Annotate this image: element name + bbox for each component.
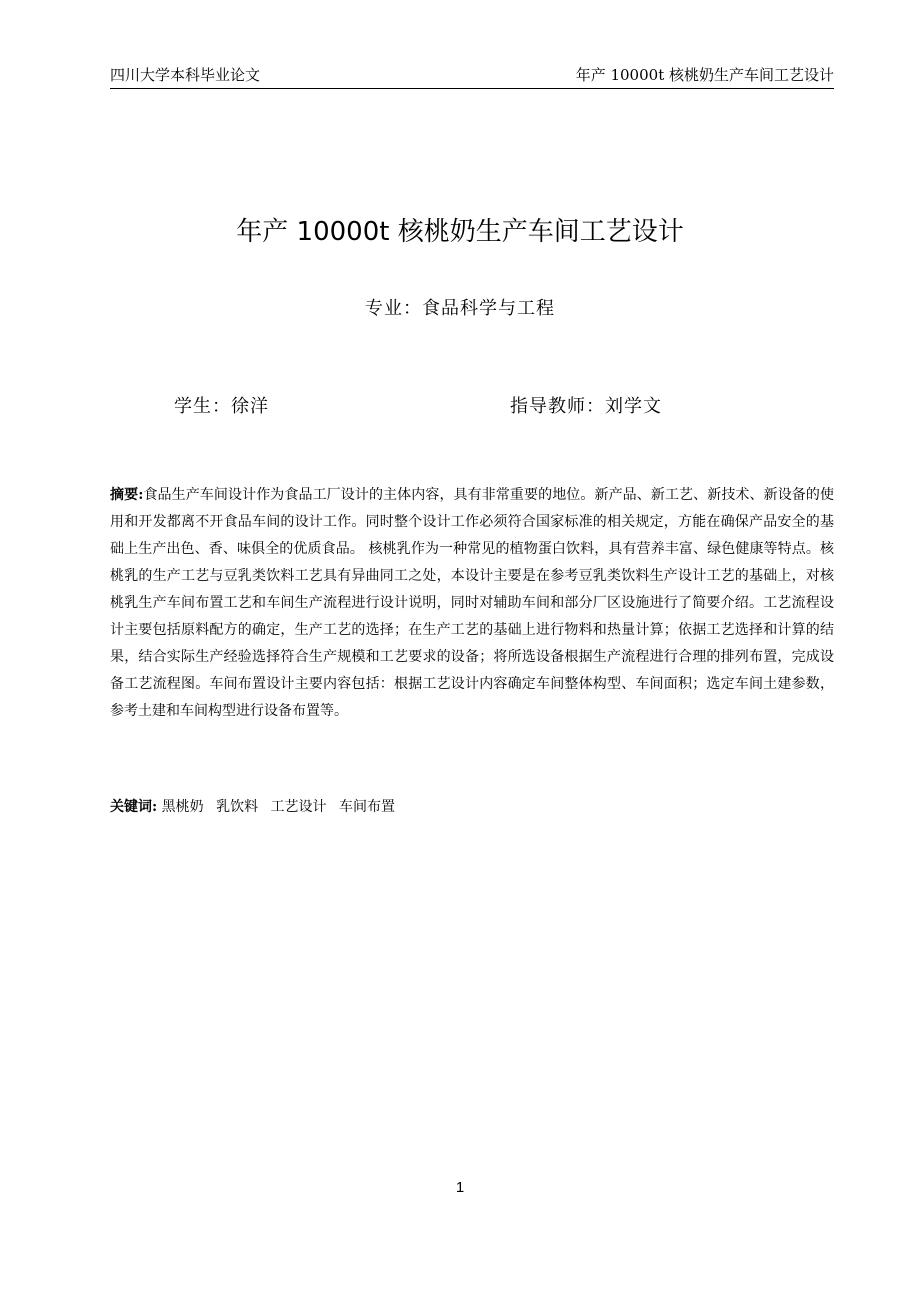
- abstract-paragraph: [110, 482, 834, 725]
- page-number: 1: [455, 1179, 465, 1196]
- keyword-item: 车间布置: [338, 799, 395, 815]
- abstract-label: 摘要:: [110, 487, 144, 503]
- keywords-label: 关键词:: [110, 799, 158, 815]
- keyword-item: 乳饮料: [216, 799, 259, 815]
- thesis-title: 年产 10000t 核桃奶生产车间工艺设计: [236, 217, 684, 247]
- keyword-item: 工艺设计: [270, 799, 327, 815]
- keyword-item: 黑桃奶: [161, 799, 204, 815]
- keywords-line: [110, 794, 834, 821]
- advisor-line: 指导教师：刘学文: [510, 396, 662, 417]
- header-thesis-title: 年产 10000t 核桃奶生产车间工艺设计: [575, 66, 834, 84]
- header-university: 四川大学本科毕业论文: [110, 66, 261, 84]
- page-header: [110, 64, 834, 89]
- student-line: 学生：徐洋: [174, 396, 269, 417]
- abstract-text: 食品生产车间设计作为食品工厂设计的主体内容，具有非常重要的地位。新产品、新工艺、新技术、新设备的使用和开发都离不开食品车间的设计工作。同时整个设计工作必须符合国家标准的相关规定，方能在确保产品安全的基础上生产出色、香、味俱全的优质食品。 核桃乳作为一种常见的植物蛋白饮料，具有营养丰富、绿色健康等特点。核桃乳的生产工艺与豆乳类饮料工艺具有异曲同工之处，本设计主要是在参考豆乳类饮料生产设计工艺的基础上，对核桃乳生产车间布置工艺和车间生产流程进行设计说明，同时对辅助车间和部分厂区设施进行了简要介绍。工艺流程设计主要包括原料配方的确定，生产工艺的选择；在生产工艺的基础上进行物料和热量计算；依据工艺选择和计算的结果，结合实际生产经验选择符合生产规模和工艺要求的设备；将所选设备根据生产流程进行合理的排列布置，完成设备工艺流程图。车间布置设计主要内容包括：根据工艺设计内容确定车间整体构型、车间面积；选定车间土建参数，参考土建和车间构型进行设备布置等。: [110, 487, 834, 719]
- major-line: 专业：食品科学与工程: [365, 298, 555, 319]
